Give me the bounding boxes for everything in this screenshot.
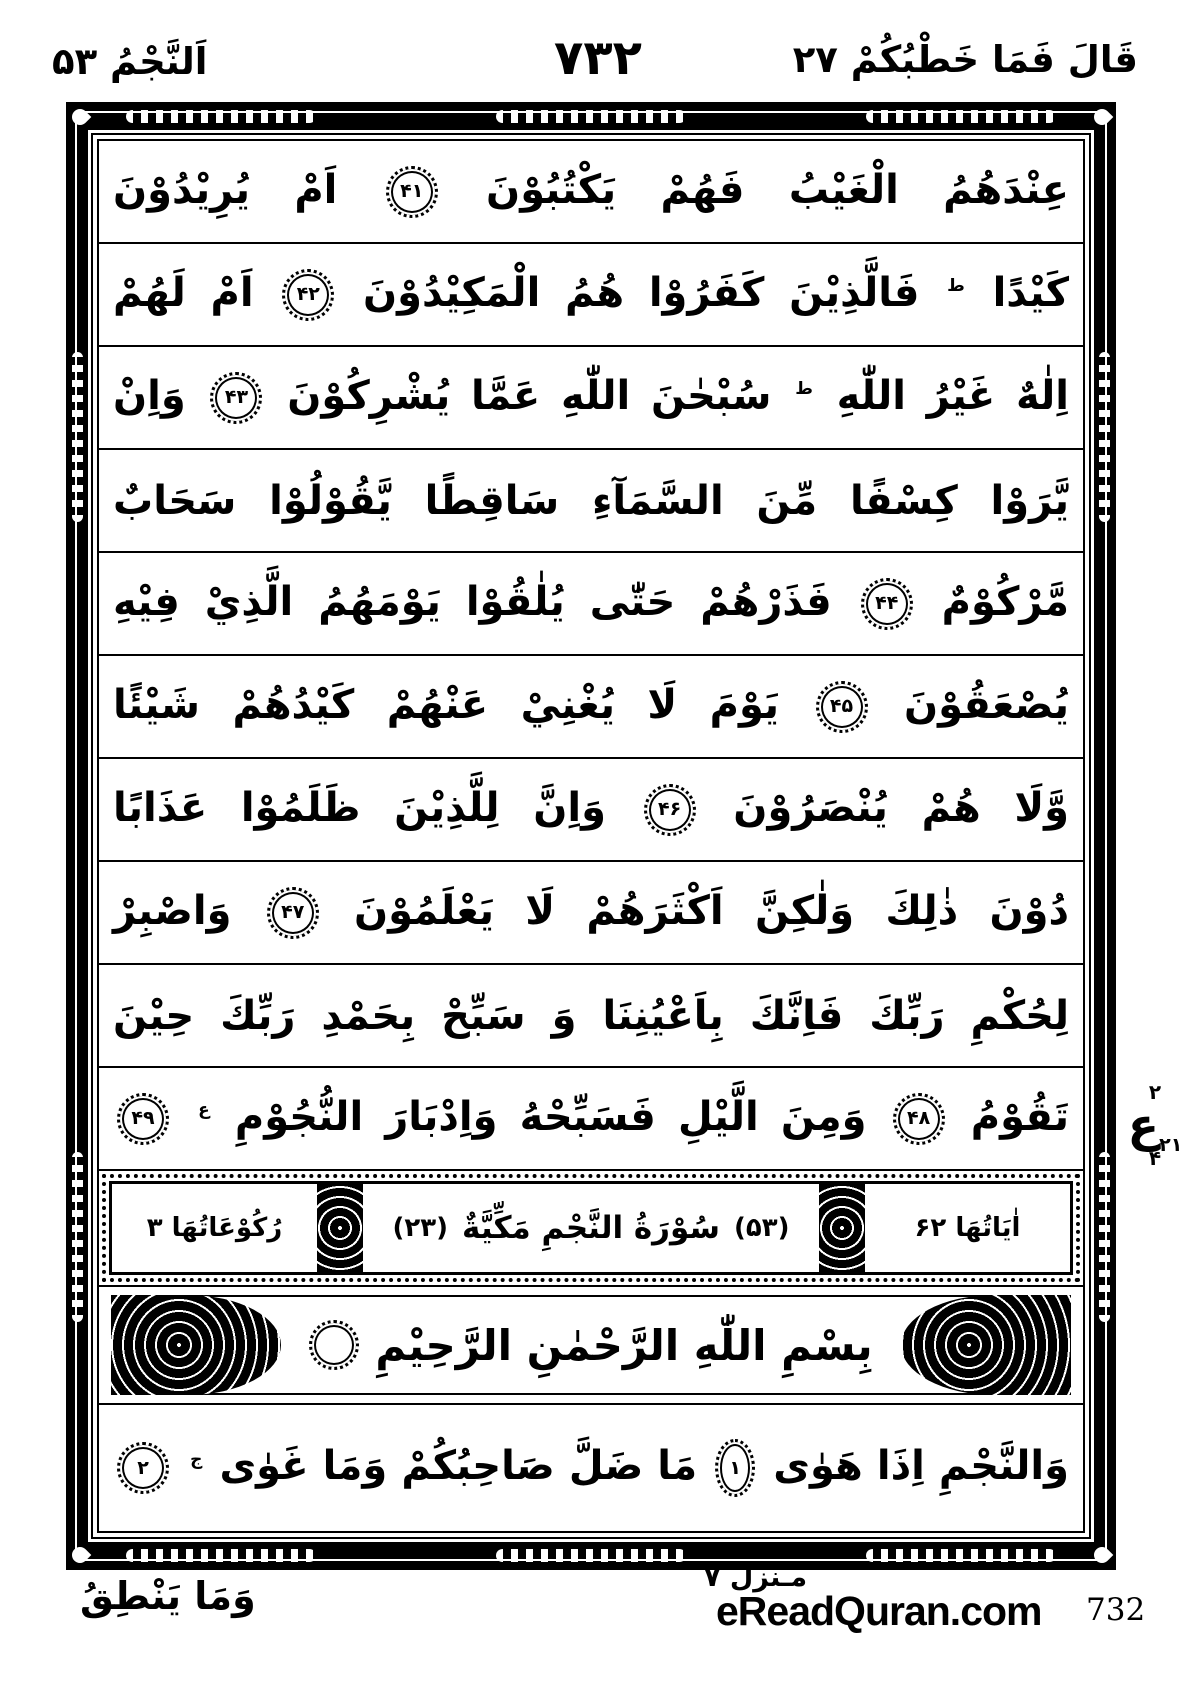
quran-words: يَّرَوْا كِسْفًا مِّنَ السَّمَآءِ سَاقِطًا يَّقُوْلُوْا سَحَابٌ [113, 477, 1069, 524]
quran-words: دُوْنَ ذٰلِكَ وَلٰكِنَّ اَكْثَرَهُمْ لَا يَعْلَمُوْنَ [354, 887, 1069, 934]
quran-words: فَذَرْهُمْ حَتّٰى يُلٰقُوْا يَوْمَهُمُ الَّذِيْ فِيْهِ [113, 578, 832, 625]
quran-line-text [99, 887, 1083, 939]
frame-ornament [72, 1152, 83, 1322]
bismillah-text: بِسْمِ اللّٰهِ الرَّحْمٰنِ الرَّحِيْمِ [375, 1320, 873, 1370]
header-ornament [819, 1184, 865, 1272]
quran-words: وَاِنَّ لِلَّذِيْنَ ظَلَمُوْا عَذَابًا [113, 784, 606, 831]
quran-line-text [99, 166, 1083, 218]
quran-line-row [99, 1405, 1083, 1531]
quran-line-row [99, 1068, 1083, 1171]
quran-line-text [99, 681, 1083, 733]
quran-words: عِنْدَهُمُ الْغَيْبُ فَهُمْ يَكْتُبُوْنَ [486, 166, 1069, 213]
ayah-marker [893, 1093, 945, 1145]
website-label: eReadQuran.com [716, 1588, 1042, 1634]
quran-words: يُصْعَقُوْنَ [903, 681, 1069, 728]
quran-words: اَمْ يُرِيْدُوْنَ [113, 166, 338, 213]
quran-words: يَوْمَ لَا يُغْنِيْ عَنْهُمْ كَيْدُهُمْ شَيْئًا [113, 681, 780, 728]
ayah-marker [816, 681, 868, 733]
quran-words: سُبْحٰنَ اللّٰهِ عَمَّا يُشْرِكُوْنَ [287, 372, 772, 419]
manzil-label: مـنزل ۷ [704, 1562, 808, 1593]
revelation-order-number: (۲۳) [392, 1213, 449, 1243]
quran-line-row [99, 141, 1083, 244]
quran-line-text [99, 479, 1083, 523]
quran-words: وَمِنَ الَّيْلِ فَسَبِّحْهُ وَاِدْبَارَ النُّجُوْمِ [234, 1093, 867, 1140]
quran-line-text [99, 1093, 1083, 1145]
frame-ornament [496, 1549, 686, 1562]
frame-corner-ornament [69, 106, 92, 129]
stop-mark: ج [190, 1449, 203, 1470]
quran-line-row [99, 347, 1083, 450]
rosette-ornament [309, 1320, 359, 1370]
quran-words: اِلٰهٌ غَيْرُ اللّٰهِ [836, 372, 1069, 419]
ayah-number: ۴۸ [907, 1107, 931, 1129]
quran-words: كَيْدًا [992, 269, 1069, 316]
rukuat-count-cell: رُكُوْعَاتُهَا ۳ [146, 1213, 283, 1243]
ayah-number: ۴۲ [296, 283, 320, 305]
page-number-arabic: ۷۳۲ [554, 30, 642, 86]
quran-line-row [99, 862, 1083, 965]
quran-words: وَّلَا هُمْ يُنْصَرُوْنَ [733, 784, 1070, 831]
quran-line-row [99, 244, 1083, 347]
ornamental-frame [66, 102, 1116, 1570]
surah-number: (۵۳) [733, 1213, 790, 1243]
header-ornament [317, 1184, 363, 1272]
ayah-marker [861, 578, 913, 630]
quran-line-row [99, 965, 1083, 1068]
ayah-marker [644, 784, 696, 836]
surah-header-row [99, 1171, 1083, 1287]
ayah-marker [386, 166, 438, 218]
quran-words: مَا ضَلَّ صَاحِبُكُمْ وَمَا غَوٰى [219, 1443, 698, 1489]
frame-ornament [1099, 352, 1110, 522]
quran-words: فَالَّذِيْنَ كَفَرُوْا هُمُ الْمَكِيْدُوْنَ [363, 269, 920, 316]
ruku-number-middle: ۲۱ [1159, 1134, 1183, 1156]
ayah-marker [117, 1093, 169, 1145]
frame-ornament [126, 1549, 316, 1562]
quran-words: وَالنَّجْمِ اِذَا هَوٰى [773, 1443, 1070, 1489]
quran-line-text [99, 1439, 1083, 1497]
frame-ornament [866, 110, 1056, 123]
quran-line-row [99, 450, 1083, 553]
ain-ruku-icon: ع [1127, 1098, 1160, 1152]
ayah-marker [715, 1439, 755, 1497]
ayah-number: ۴۹ [131, 1107, 155, 1129]
quran-line-row [99, 759, 1083, 862]
ayah-number: ۴۴ [875, 592, 899, 614]
quran-words: وَاصْبِرْ [113, 887, 232, 934]
rows-container [97, 139, 1085, 1533]
frame-ornament [1099, 1152, 1110, 1322]
ayah-number: ۲ [137, 1456, 149, 1479]
quran-line-row [99, 553, 1083, 656]
quran-line-text [99, 994, 1083, 1038]
quran-line-text [99, 372, 1083, 424]
ayah-marker [210, 372, 262, 424]
bismillah-row [99, 1287, 1083, 1405]
quran-words: تَقُوْمُ [970, 1093, 1069, 1140]
ayah-marker [267, 887, 319, 939]
ayah-marker [117, 1442, 169, 1494]
juz-name-tab: قَالَ فَمَا خَطْبُكُمْ ۲۷ [792, 38, 1138, 81]
surah-title-cell [363, 1184, 819, 1272]
quran-line-row [99, 656, 1083, 759]
stop-mark: ط [795, 379, 813, 400]
ayah-marker [282, 269, 334, 321]
ayah-number: ۴۳ [224, 386, 249, 408]
quran-line-text [99, 578, 1083, 630]
quran-line-text [99, 784, 1083, 836]
ruku-number-bottom: ۴ [1148, 1146, 1162, 1170]
stop-mark: ع [198, 1100, 210, 1121]
page-number: 732 [1086, 1592, 1146, 1628]
quran-words: وَاِنْ [113, 372, 186, 419]
frame-ornament [126, 110, 316, 123]
surah-name-tab: اَلنَّجْمُ ۵۳ [52, 40, 208, 83]
quran-words: مَّرْكُوْمٌ [941, 578, 1069, 625]
frame-ornament [72, 352, 83, 522]
frame-corner-ornament [69, 1544, 92, 1567]
ayat-count-cell: اٰيَاتُهَا ۶۲ [914, 1213, 1021, 1243]
frame-inner-gap [88, 130, 1094, 1542]
ayah-number: ۴۵ [829, 695, 854, 717]
frame-corner-ornament [1091, 106, 1114, 129]
quran-words: لِحُكْمِ رَبِّكَ فَاِنَّكَ بِاَعْيُنِنَا وَ سَبِّحْ بِحَمْدِ رَبِّكَ حِيْنَ [113, 992, 1069, 1039]
frame-corner-ornament [1091, 1544, 1114, 1567]
stop-mark: ط [947, 276, 965, 297]
frame-ornament [866, 1549, 1056, 1562]
ayah-number: ۱ [729, 1456, 742, 1479]
ayah-number: ۴۷ [281, 901, 305, 923]
quran-words: اَمْ لَهُمْ [113, 269, 254, 316]
ayah-number: ۴۱ [400, 180, 424, 202]
ruku-margin-marker [1124, 1082, 1186, 1168]
ruku-number-top: ۲ [1148, 1080, 1162, 1104]
surah-header-box [109, 1181, 1073, 1275]
catchword: وَمَا يَنْطِقُ [80, 1574, 256, 1618]
ayah-number: ۴۶ [658, 798, 682, 820]
quran-line-text [99, 269, 1083, 321]
frame-ornament [496, 110, 686, 123]
surah-title: سُوْرَةُ النَّجْمِ مَكِّيَّةٌ [462, 1210, 720, 1246]
